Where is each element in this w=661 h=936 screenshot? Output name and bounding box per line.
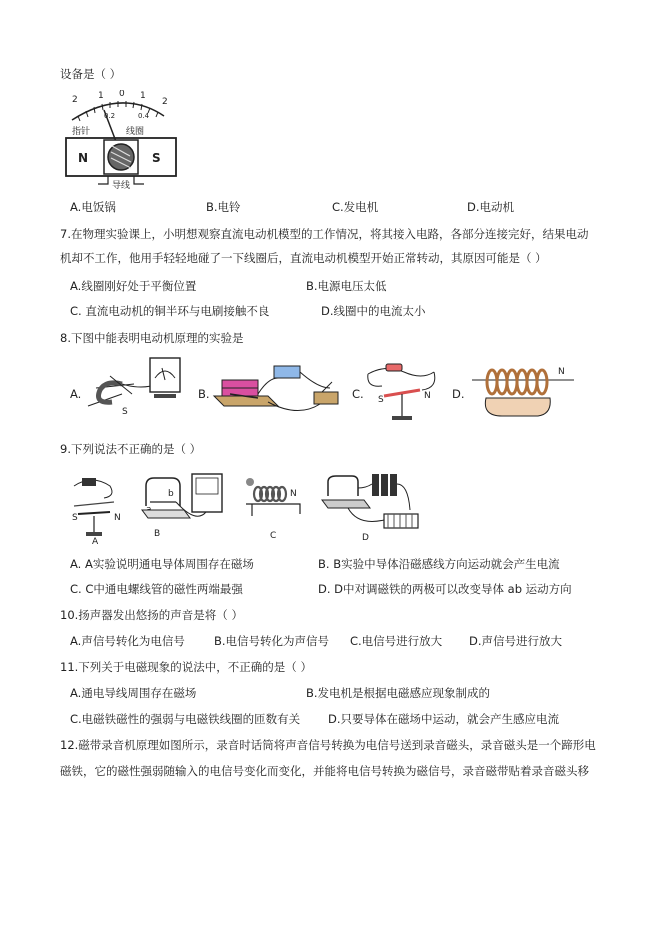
q10-stem: 10.扬声器发出悠扬的声音是将（ ） xyxy=(60,608,243,622)
magnet-n-label: N xyxy=(78,151,89,165)
q8-label-a[interactable]: A. xyxy=(70,387,82,401)
q9-option-d[interactable]: D. D中对调磁铁的两极可以改变导体 ab 运动方向 xyxy=(318,582,572,596)
pointer-label: 指针 xyxy=(72,127,91,137)
q11-option-d[interactable]: D.只要导体在磁场中运动，就会产生感应电流 xyxy=(328,712,560,726)
q8-label-b[interactable]: B. xyxy=(198,387,210,401)
fig-s: S xyxy=(122,407,128,417)
q10-option-d[interactable]: D.声信号进行放大 xyxy=(469,634,563,648)
tick-label: 2 xyxy=(72,95,78,105)
q11-option-a[interactable]: A.通电导线周围存在磁场 xyxy=(70,686,197,700)
q11-option-b[interactable]: B.发电机是根据电磁感应现象制成的 xyxy=(306,686,491,700)
q7-stem-line1: 7.在物理实验课上，小明想观察直流电动机模型的工作情况，将其接入电路，各部分连接完好，结果电动 xyxy=(60,227,589,241)
tick-label: 0.2 xyxy=(104,112,116,120)
q9-figure-b xyxy=(136,472,228,544)
q9-figure-c xyxy=(240,474,308,544)
wire-label: 导线 xyxy=(112,181,131,190)
q11-option-c[interactable]: C.电磁铁磁性的强弱与电磁铁线圈的匝数有关 xyxy=(70,712,301,726)
tick-label: 0.4 xyxy=(138,112,150,120)
q8-figure-d xyxy=(462,358,582,420)
q7-option-c[interactable]: C. 直流电动机的铜半环与电刷接触不良 xyxy=(70,304,270,318)
q11-stem: 11.下列关于电磁现象的说法中，不正确的是（ ） xyxy=(60,660,312,674)
fig-n: N xyxy=(290,489,297,499)
q6-stem-tail: 设备是（ ） xyxy=(60,67,122,81)
q8-figure-b xyxy=(208,358,346,420)
fig-n: N xyxy=(558,367,565,377)
fig-n: N xyxy=(114,513,121,523)
q6-galvanometer-figure xyxy=(64,90,184,190)
q8-label-d[interactable]: D. xyxy=(452,387,465,401)
q9-option-b[interactable]: B. B实验中导体沿磁感线方向运动就会产生电流 xyxy=(318,557,560,571)
q6-option-c[interactable]: C.发电机 xyxy=(332,200,379,214)
q9-fig-label-b: B xyxy=(154,529,161,539)
q10-option-a[interactable]: A.声信号转化为电信号 xyxy=(70,634,185,648)
q8-figure-c xyxy=(362,354,442,426)
fig-n: N xyxy=(424,391,431,401)
q9-fig-label-d: D xyxy=(362,533,369,543)
q7-option-d[interactable]: D.线圈中的电流太小 xyxy=(321,304,426,318)
q9-figure-a xyxy=(64,472,130,544)
q7-stem-line2: 机却不工作，他用手轻轻地碰了一下线圈后，直流电动机模型开始正常转动，其原因可能是（ ） xyxy=(60,251,547,265)
q10-option-b[interactable]: B.电信号转化为声信号 xyxy=(214,634,330,648)
magnet-s-label: S xyxy=(152,151,161,165)
tick-label: 2 xyxy=(162,97,168,107)
tick-label: 1 xyxy=(98,91,104,101)
q9-stem: 9.下列说法不正确的是（ ） xyxy=(60,442,202,456)
q9-fig-label-a: A xyxy=(92,537,99,544)
q6-option-a[interactable]: A.电饭锅 xyxy=(70,200,116,214)
fig-b: b xyxy=(168,489,174,499)
q9-option-c[interactable]: C. C中通电螺线管的磁性两端最强 xyxy=(70,582,243,596)
q7-option-a[interactable]: A.线圈刚好处于平衡位置 xyxy=(70,279,197,293)
q12-stem-line1: 12.磁带录音机原理如图所示，录音时话筒将声音信号转换为电信号送到录音磁头，录音磁头是一个蹄形电 xyxy=(60,738,596,752)
fig-s: S xyxy=(72,513,78,523)
q9-option-a[interactable]: A. A实验说明通电导体周围存在磁场 xyxy=(70,557,254,571)
q9-fig-label-c: C xyxy=(270,531,277,541)
fig-s: S xyxy=(378,395,384,405)
q9-figure-d xyxy=(318,470,428,546)
tick-label: 0 xyxy=(119,90,125,99)
q6-option-d[interactable]: D.电动机 xyxy=(467,200,515,214)
q10-option-c[interactable]: C.电信号进行放大 xyxy=(350,634,443,648)
q8-stem: 8.下图中能表明电动机原理的实验是 xyxy=(60,331,244,345)
q12-stem-line2: 磁铁，它的磁性强弱随输入的电信号变化而变化，并能将电信号转换为磁信号，录音磁带贴着录音磁头移 xyxy=(60,764,589,778)
q8-figure-a xyxy=(82,354,187,420)
q7-option-b[interactable]: B.电源电压太低 xyxy=(306,279,387,293)
coil-label: 线圈 xyxy=(126,127,145,137)
tick-label: 1 xyxy=(140,91,146,101)
q6-option-b[interactable]: B.电铃 xyxy=(206,200,241,214)
q8-label-c[interactable]: C. xyxy=(352,387,364,401)
